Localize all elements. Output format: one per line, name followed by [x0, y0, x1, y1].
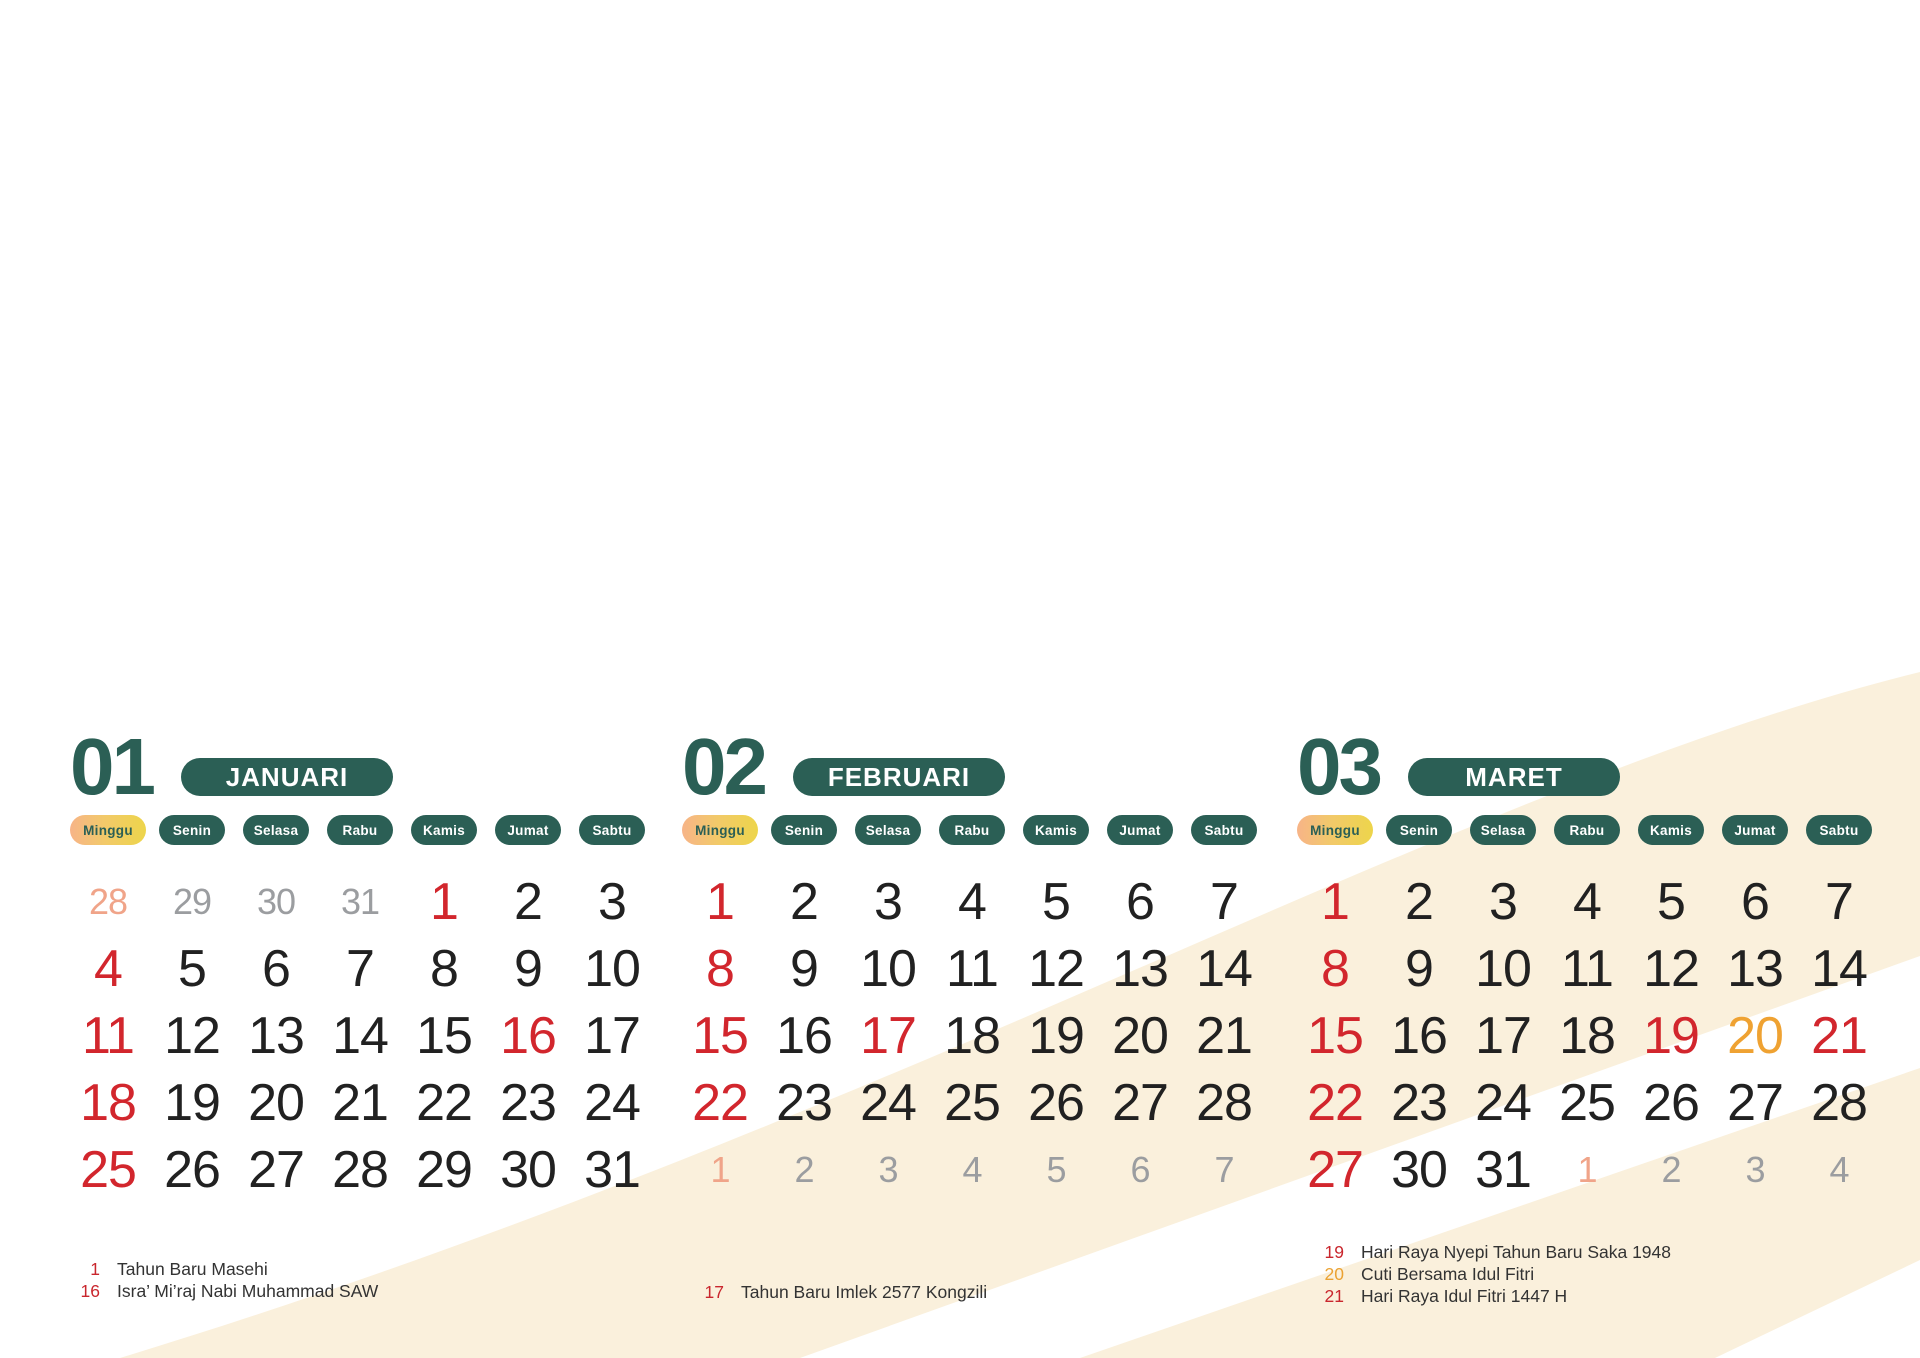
date-cell: 5 — [1042, 872, 1070, 931]
day-header-minggu: Minggu — [682, 815, 758, 845]
date-cell: 18 — [1559, 1006, 1615, 1065]
holiday-note — [1310, 1241, 1671, 1263]
date-cell: 13 — [1727, 939, 1783, 998]
date-cell: 2 — [1405, 872, 1433, 931]
date-cell: 20 — [1112, 1006, 1168, 1065]
day-header-rabu: Rabu — [939, 815, 1005, 845]
date-cell: 4 — [94, 939, 122, 998]
holiday-label: Cuti Bersama Idul Fitri — [1361, 1264, 1535, 1284]
date-cell: 16 — [776, 1006, 832, 1065]
date-cell: 24 — [1475, 1073, 1531, 1132]
date-cell: 21 — [1196, 1006, 1252, 1065]
date-cell: 30 — [500, 1140, 556, 1199]
day-header-senin: Senin — [159, 815, 225, 845]
date-cell: 4 — [1573, 872, 1601, 931]
date-cell: 15 — [416, 1006, 472, 1065]
date-cell: 31 — [340, 880, 380, 922]
holiday-notes-februari — [690, 1281, 987, 1303]
holiday-date: 16 — [80, 1281, 100, 1301]
day-header-sabtu: Sabtu — [1806, 815, 1872, 845]
date-cell: 9 — [514, 939, 542, 998]
date-cell: 31 — [1475, 1140, 1531, 1199]
date-cell: 10 — [584, 939, 640, 998]
date-cell: 6 — [1741, 872, 1769, 931]
date-cell: 9 — [790, 939, 818, 998]
month-name-pill: JANUARI — [181, 758, 393, 796]
date-cell: 28 — [1196, 1073, 1252, 1132]
day-header-kamis: Kamis — [411, 815, 477, 845]
day-header-rabu: Rabu — [1554, 815, 1620, 845]
day-header-kamis: Kamis — [1638, 815, 1704, 845]
date-cell: 3 — [1745, 1148, 1765, 1190]
date-cell: 2 — [1661, 1148, 1681, 1190]
holiday-label: Tahun Baru Imlek 2577 Kongzili — [741, 1282, 988, 1302]
day-header-sabtu: Sabtu — [579, 815, 645, 845]
day-header-jumat: Jumat — [1107, 815, 1173, 845]
date-cell: 10 — [860, 939, 916, 998]
date-cell: 19 — [164, 1073, 220, 1132]
date-cell: 4 — [962, 1148, 982, 1190]
date-cell: 30 — [256, 880, 296, 922]
day-header-row — [1293, 815, 1881, 845]
date-cell: 4 — [1829, 1148, 1849, 1190]
date-cell: 27 — [1112, 1073, 1168, 1132]
date-cell: 14 — [1196, 939, 1252, 998]
date-cell: 12 — [1028, 939, 1084, 998]
date-cell: 11 — [1561, 939, 1613, 998]
holiday-note — [1310, 1263, 1671, 1285]
date-cell: 1 — [1321, 872, 1349, 931]
date-cell: 16 — [1391, 1006, 1447, 1065]
holiday-label: Hari Raya Idul Fitri 1447 H — [1361, 1286, 1568, 1306]
month-header — [70, 722, 393, 811]
month-number: 01 — [70, 722, 153, 811]
day-header-rabu: Rabu — [327, 815, 393, 845]
date-cell: 22 — [1307, 1073, 1363, 1132]
date-cell: 25 — [944, 1073, 1000, 1132]
date-cell: 14 — [1811, 939, 1867, 998]
month-maret — [1291, 722, 1883, 1208]
day-header-sabtu: Sabtu — [1191, 815, 1257, 845]
holiday-notes-maret — [1310, 1241, 1671, 1307]
date-cell: 1 — [430, 872, 458, 931]
day-header-jumat: Jumat — [495, 815, 561, 845]
date-cell: 29 — [172, 880, 212, 922]
date-cell: 2 — [794, 1148, 814, 1190]
date-cell: 14 — [332, 1006, 388, 1065]
day-header-kamis: Kamis — [1023, 815, 1089, 845]
date-cell: 6 — [1126, 872, 1154, 931]
date-cell: 29 — [416, 1140, 472, 1199]
date-cell: 6 — [262, 939, 290, 998]
date-cell: 2 — [790, 872, 818, 931]
holiday-date: 1 — [90, 1259, 100, 1279]
date-cell: 6 — [1130, 1148, 1150, 1190]
date-cell: 13 — [1112, 939, 1168, 998]
date-cell: 19 — [1028, 1006, 1084, 1065]
date-cell: 19 — [1643, 1006, 1699, 1065]
date-cell: 21 — [1811, 1006, 1867, 1065]
date-cell: 13 — [248, 1006, 304, 1065]
day-header-selasa: Selasa — [1470, 815, 1536, 845]
date-cell: 26 — [1028, 1073, 1084, 1132]
date-cell: 30 — [1391, 1140, 1447, 1199]
date-cell: 8 — [430, 939, 458, 998]
date-cell: 28 — [1811, 1073, 1867, 1132]
month-header — [682, 722, 1005, 811]
day-header-row — [66, 815, 654, 845]
date-cell: 26 — [1643, 1073, 1699, 1132]
date-cell: 11 — [82, 1006, 134, 1065]
date-cell: 5 — [1657, 872, 1685, 931]
date-cell: 28 — [332, 1140, 388, 1199]
date-cell: 9 — [1405, 939, 1433, 998]
holiday-date: 20 — [1324, 1264, 1344, 1284]
date-cell: 23 — [776, 1073, 832, 1132]
dates-grid — [1293, 868, 1881, 1203]
month-number: 02 — [682, 722, 765, 811]
date-cell: 27 — [1307, 1140, 1363, 1199]
month-header — [1297, 722, 1620, 811]
date-cell: 17 — [1475, 1006, 1531, 1065]
day-header-selasa: Selasa — [855, 815, 921, 845]
date-cell: 8 — [706, 939, 734, 998]
date-cell: 8 — [1321, 939, 1349, 998]
date-cell: 16 — [500, 1006, 556, 1065]
date-cell: 5 — [1046, 1148, 1066, 1190]
date-cell: 12 — [164, 1006, 220, 1065]
date-cell: 24 — [584, 1073, 640, 1132]
date-cell: 10 — [1475, 939, 1531, 998]
date-cell: 1 — [1577, 1148, 1597, 1190]
date-cell: 12 — [1643, 939, 1699, 998]
date-cell: 1 — [706, 872, 734, 931]
holiday-note — [66, 1258, 378, 1280]
month-februari — [676, 722, 1268, 1208]
date-cell: 3 — [874, 872, 902, 931]
month-number: 03 — [1297, 722, 1380, 811]
holiday-label: Tahun Baru Masehi — [117, 1259, 268, 1279]
holiday-date: 17 — [704, 1282, 724, 1302]
date-cell: 27 — [1727, 1073, 1783, 1132]
date-cell: 28 — [88, 880, 128, 922]
date-cell: 31 — [584, 1140, 640, 1199]
month-name-pill: FEBRUARI — [793, 758, 1005, 796]
date-cell: 15 — [1307, 1006, 1363, 1065]
holiday-note — [66, 1280, 378, 1302]
date-cell: 11 — [946, 939, 998, 998]
date-cell: 4 — [958, 872, 986, 931]
date-cell: 24 — [860, 1073, 916, 1132]
date-cell: 22 — [692, 1073, 748, 1132]
day-header-senin: Senin — [1386, 815, 1452, 845]
day-header-row — [678, 815, 1266, 845]
date-cell: 7 — [346, 939, 374, 998]
date-cell: 20 — [248, 1073, 304, 1132]
date-cell: 27 — [248, 1140, 304, 1199]
holiday-date: 19 — [1324, 1242, 1344, 1262]
dates-grid — [66, 868, 654, 1203]
date-cell: 18 — [80, 1073, 136, 1132]
day-header-senin: Senin — [771, 815, 837, 845]
holiday-notes-januari — [66, 1258, 378, 1302]
month-name-pill: MARET — [1408, 758, 1620, 796]
date-cell: 2 — [514, 872, 542, 931]
date-cell: 23 — [1391, 1073, 1447, 1132]
date-cell: 17 — [860, 1006, 916, 1065]
dates-grid — [678, 868, 1266, 1203]
date-cell: 7 — [1210, 872, 1238, 931]
date-cell: 1 — [710, 1148, 730, 1190]
month-januari — [64, 722, 656, 1208]
date-cell: 3 — [598, 872, 626, 931]
date-cell: 21 — [332, 1073, 388, 1132]
day-header-minggu: Minggu — [1297, 815, 1373, 845]
date-cell: 15 — [692, 1006, 748, 1065]
date-cell: 22 — [416, 1073, 472, 1132]
day-header-selasa: Selasa — [243, 815, 309, 845]
date-cell: 7 — [1214, 1148, 1234, 1190]
date-cell: 20 — [1727, 1006, 1783, 1065]
day-header-minggu: Minggu — [70, 815, 146, 845]
date-cell: 17 — [584, 1006, 640, 1065]
date-cell: 3 — [1489, 872, 1517, 931]
date-cell: 18 — [944, 1006, 1000, 1065]
date-cell: 7 — [1825, 872, 1853, 931]
holiday-label: Isra’ Mi’raj Nabi Muhammad SAW — [117, 1281, 379, 1301]
date-cell: 3 — [878, 1148, 898, 1190]
day-header-jumat: Jumat — [1722, 815, 1788, 845]
holiday-date: 21 — [1324, 1286, 1344, 1306]
holiday-label: Hari Raya Nyepi Tahun Baru Saka 1948 — [1361, 1242, 1672, 1262]
date-cell: 23 — [500, 1073, 556, 1132]
holiday-note — [690, 1281, 987, 1303]
date-cell: 25 — [1559, 1073, 1615, 1132]
date-cell: 25 — [80, 1140, 136, 1199]
date-cell: 5 — [178, 939, 206, 998]
holiday-note — [1310, 1285, 1671, 1307]
date-cell: 26 — [164, 1140, 220, 1199]
